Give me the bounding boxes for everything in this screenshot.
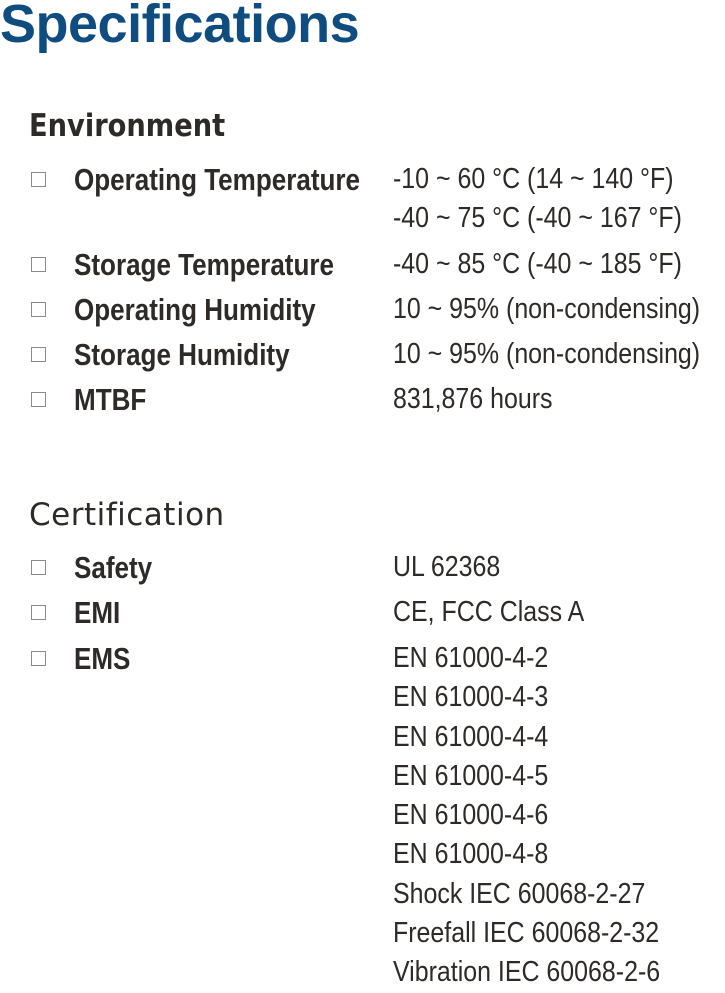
spec-value: -40 ~ 85 °C (-40 ~ 185 °F) <box>393 248 682 280</box>
spec-value: -10 ~ 60 °C (14 ~ 140 °F) <box>393 163 674 195</box>
spec-value: EN 61000-4-2 <box>393 642 549 674</box>
checkbox-icon[interactable] <box>31 560 46 575</box>
spec-value: EN 61000-4-4 <box>393 720 549 753</box>
spec-value: EN 61000-4-6 <box>393 799 549 832</box>
spec-value: EN 61000-4-5 <box>393 759 549 792</box>
spec-label: Operating Humidity <box>74 292 316 327</box>
spec-label: Storage Temperature <box>74 247 334 282</box>
spec-value: EN 61000-4-3 <box>393 681 549 714</box>
spec-values <box>393 335 725 374</box>
spec-value: Shock IEC 60068-2-27 <box>393 877 646 910</box>
page-title: Specifications <box>0 0 360 54</box>
spec-values <box>393 160 725 239</box>
spec-label: EMS <box>74 641 131 676</box>
spec-value: 831,876 hours <box>393 383 553 415</box>
spec-value: -40 ~ 75 °C (-40 ~ 167 °F) <box>393 202 682 235</box>
spec-value: 10 ~ 95% (non-condensing) <box>393 293 701 325</box>
spec-values <box>393 548 518 587</box>
spec-label: Storage Humidity <box>74 337 290 372</box>
spec-value: EN 61000-4-8 <box>393 838 549 871</box>
spec-label: Safety <box>74 550 153 585</box>
spec-label: EMI <box>74 595 121 630</box>
spec-value: UL 62368 <box>393 551 501 583</box>
checkbox-icon[interactable] <box>31 392 46 407</box>
checkbox-icon[interactable] <box>31 605 46 620</box>
spec-value: 10 ~ 95% (non-condensing) <box>393 338 701 370</box>
spec-value: Freefall IEC 60068-2-32 <box>393 917 660 950</box>
checkbox-icon[interactable] <box>31 172 46 187</box>
spec-values <box>393 639 704 993</box>
spec-values <box>393 380 578 419</box>
spec-label: Operating Temperature <box>74 162 361 197</box>
spec-value: CE, FCC Class A <box>393 596 585 628</box>
spec-value: Vibration IEC 60068-2-6 <box>393 956 661 989</box>
certification-heading: Certification <box>29 497 225 533</box>
checkbox-icon[interactable] <box>31 302 46 317</box>
spec-label: MTBF <box>74 382 147 417</box>
checkbox-icon[interactable] <box>31 651 46 666</box>
spec-values <box>393 593 615 632</box>
checkbox-icon[interactable] <box>31 257 46 272</box>
environment-heading: Environment <box>29 108 226 144</box>
spec-values <box>393 245 725 284</box>
checkbox-icon[interactable] <box>31 347 46 362</box>
spec-values <box>393 290 725 329</box>
